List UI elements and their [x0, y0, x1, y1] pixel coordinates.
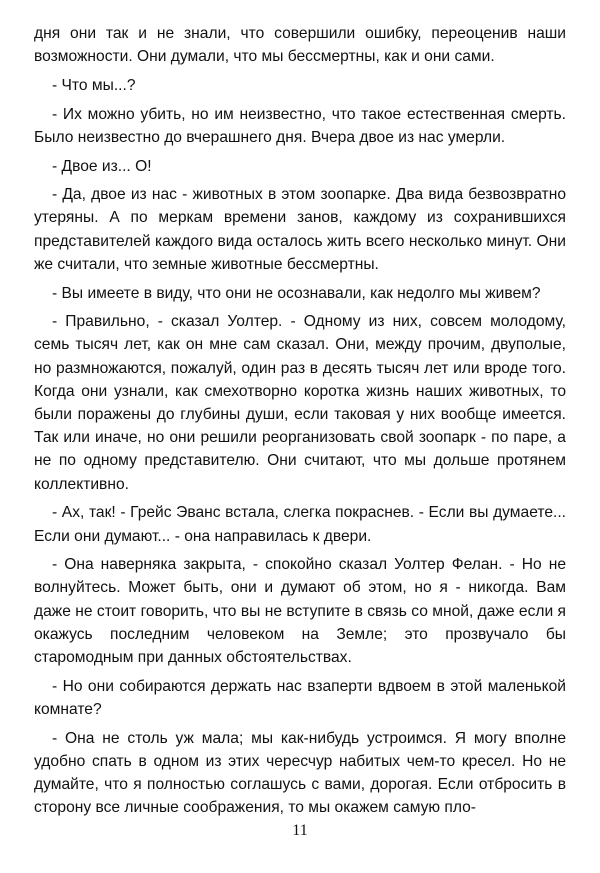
paragraph-4: - Двое из... О!	[52, 157, 152, 175]
page-text	[34, 22, 566, 820]
page-number: 11	[292, 822, 308, 839]
paragraph-6: - Вы имеете в виду, что они не осознавали, как недолго мы живем?	[52, 284, 541, 302]
paragraph-11: - Она не столь уж мала; мы как-нибудь устроимся. Я могу вполне удобно спать в одном из этих чересчур набитых чем-то кресел. Но не думайте, что я полностью соглашусь с вами, дорогая. Если отбросить в сторону все личные соображения, то мы окажем самую пло-	[34, 729, 566, 817]
paragraph-7: - Правильно, - сказал Уолтер. - Одному из них, совсем молодому, семь тысяч лет, как он мне сам сказал. Они, между прочим, двуполые, но размножаются, пожалуй, один раз в десять тысяч лет или вроде того. Когда они узнали, как смехотворно коротка жизнь наших животных, то были поражены до глубины души, если таковая у них вообще имеется. Так или иначе, но они решили реорганизовать свой зоопарк - по паре, а не по одному представителю. Они считают, что мы дольше протянем коллективно.	[34, 313, 566, 493]
paragraph-10: - Но они собираются держать нас взаперти вдвоем в этой маленькой комнате?	[34, 677, 566, 718]
paragraph-2: - Что мы...?	[52, 76, 136, 94]
book-page	[34, 22, 566, 873]
paragraph-1: дня они так и не знали, что совершили ошибку, переоценив наши возможности. Они думали, что мы бессмертны, как и они сами.	[34, 25, 566, 66]
paragraph-3: - Их можно убить, но им неизвестно, что такое естественная смерть. Было неизвестно до вчерашнего дня. Вчера двое из нас умерли.	[34, 105, 566, 146]
paragraph-5: - Да, двое из нас - животных в этом зоопарке. Два вида безвозвратно утеряны. А по меркам времени занов, каждому из сохранившихся представителей каждого вида осталось жить всего несколько минут. Они же считали, что земные животные бессмертны.	[34, 186, 566, 273]
paragraph-9: - Она наверняка закрыта, - спокойно сказал Уолтер Фелан. - Но не волнуйтесь. Может быть, они и думают об этом, но я - никогда. Вам даже не стоит говорить, что вы не вступите в связь со мной, даже если я окажусь последним человеком на Земле; это прозвучало бы старомодным при данных обстоятельствах.	[34, 556, 566, 667]
paragraph-8: - Ах, так! - Грейс Эванс встала, слегка покраснев. - Если вы думаете... Если они думают... - она направилась к двери.	[34, 504, 566, 545]
